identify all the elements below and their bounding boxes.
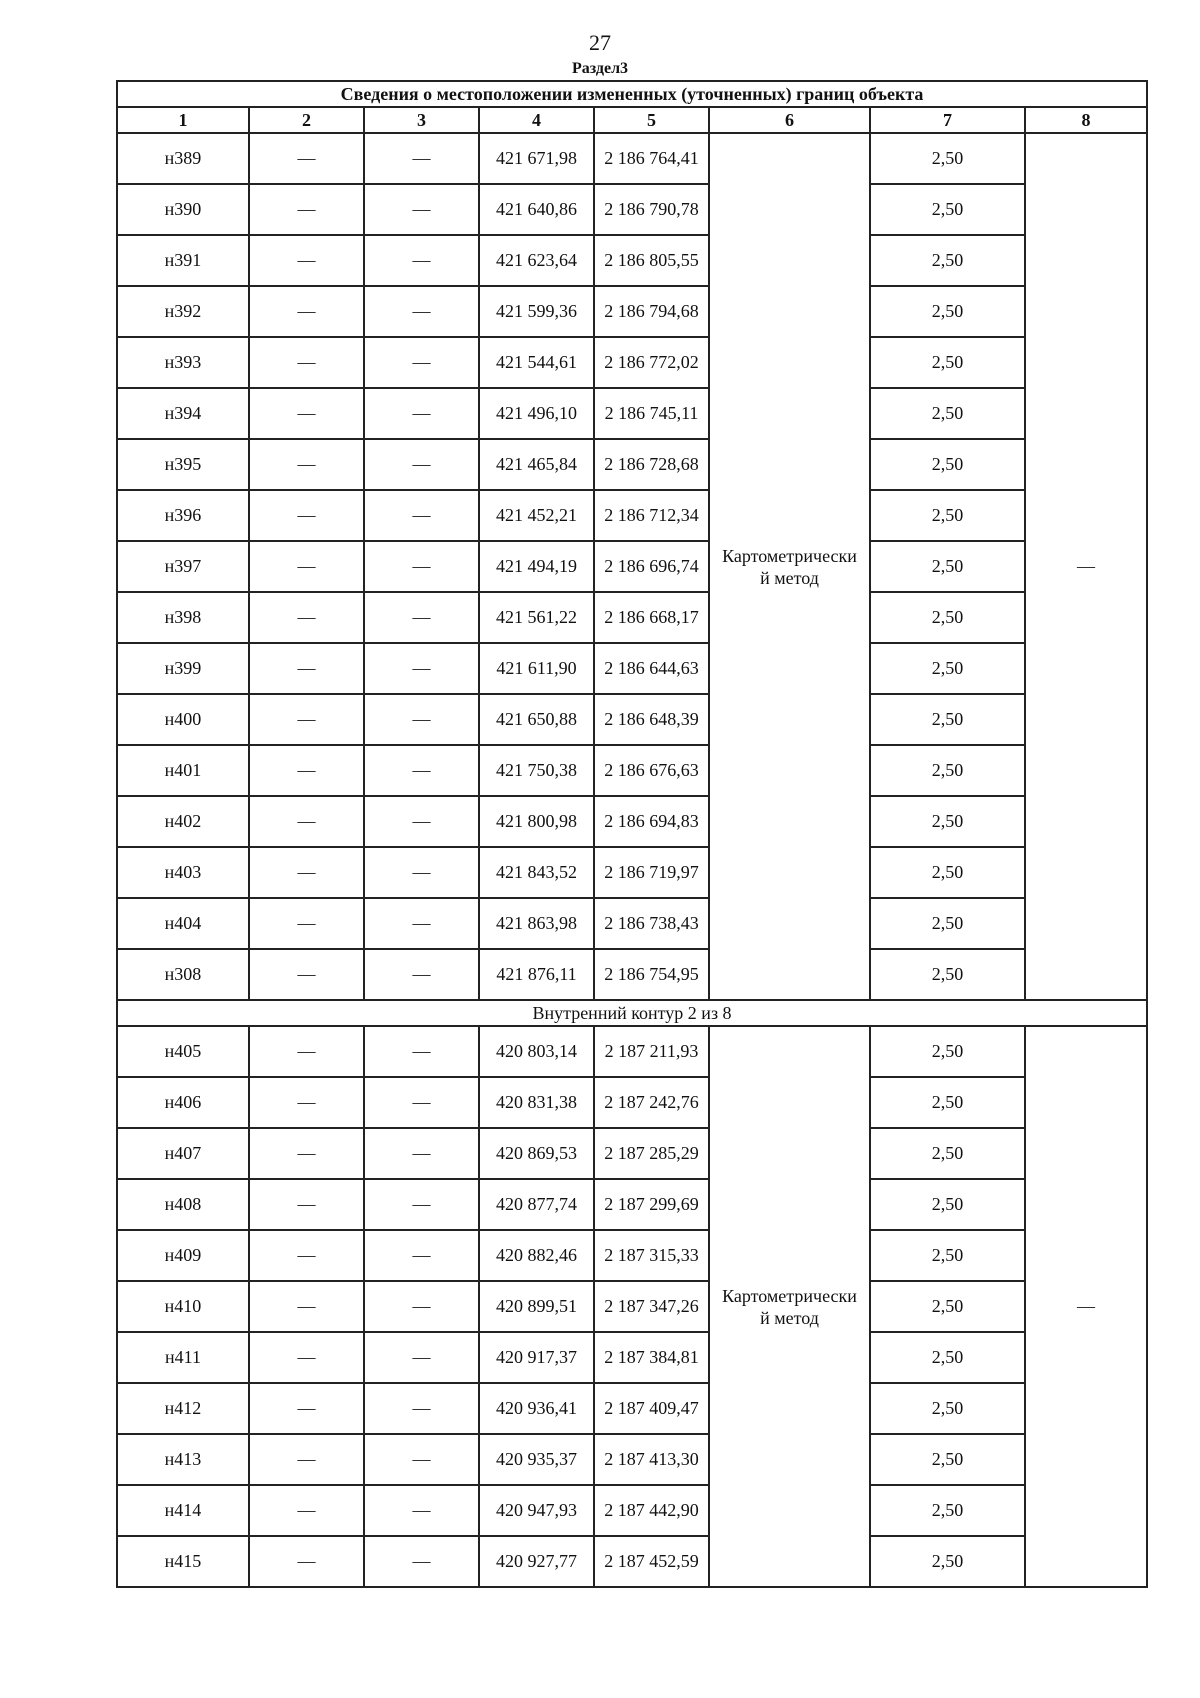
- point-name: н391: [117, 235, 249, 286]
- col2-dash: —: [249, 643, 364, 694]
- coordinate-y: 2 187 409,47: [594, 1383, 709, 1434]
- col3-dash: —: [364, 1383, 479, 1434]
- accuracy-value: 2,50: [870, 1434, 1025, 1485]
- table-row: [117, 898, 1147, 949]
- column-header: 5: [594, 107, 709, 133]
- col2-dash: —: [249, 1434, 364, 1485]
- coordinate-y: 2 187 299,69: [594, 1179, 709, 1230]
- col3-dash: —: [364, 1230, 479, 1281]
- col2-dash: —: [249, 1332, 364, 1383]
- col3-dash: —: [364, 1026, 479, 1077]
- table-row: [117, 643, 1147, 694]
- coordinate-x: 421 863,98: [479, 898, 594, 949]
- point-name: н412: [117, 1383, 249, 1434]
- table-row: [117, 796, 1147, 847]
- table-row: [117, 388, 1147, 439]
- col3-dash: —: [364, 898, 479, 949]
- accuracy-value: 2,50: [870, 1128, 1025, 1179]
- col2-dash: —: [249, 235, 364, 286]
- table-row: [117, 1281, 1147, 1332]
- point-name: н390: [117, 184, 249, 235]
- col2-dash: —: [249, 184, 364, 235]
- accuracy-value: 2,50: [870, 337, 1025, 388]
- accuracy-value: 2,50: [870, 1281, 1025, 1332]
- col3-dash: —: [364, 1179, 479, 1230]
- coordinate-x: 420 899,51: [479, 1281, 594, 1332]
- coordinate-x: 420 877,74: [479, 1179, 594, 1230]
- coordinate-y: 2 187 315,33: [594, 1230, 709, 1281]
- point-name: н415: [117, 1536, 249, 1587]
- coordinate-y: 2 187 442,90: [594, 1485, 709, 1536]
- point-name: н403: [117, 847, 249, 898]
- coordinate-y: 2 186 648,39: [594, 694, 709, 745]
- coordinate-y: 2 186 764,41: [594, 133, 709, 184]
- col3-dash: —: [364, 592, 479, 643]
- coordinate-x: 421 876,11: [479, 949, 594, 1000]
- col2-dash: —: [249, 1485, 364, 1536]
- coordinate-x: 421 465,84: [479, 439, 594, 490]
- col2-dash: —: [249, 1383, 364, 1434]
- coordinate-x: 421 671,98: [479, 133, 594, 184]
- method-line: й метод: [760, 567, 819, 588]
- table-row: [117, 1332, 1147, 1383]
- col2-dash: —: [249, 1026, 364, 1077]
- table-row: [117, 1077, 1147, 1128]
- column-header: 6: [709, 107, 870, 133]
- table-row: [117, 337, 1147, 388]
- method-cell: [709, 1026, 870, 1587]
- accuracy-value: 2,50: [870, 796, 1025, 847]
- accuracy-value: 2,50: [870, 541, 1025, 592]
- coordinate-y: 2 186 754,95: [594, 949, 709, 1000]
- coordinate-x: 421 494,19: [479, 541, 594, 592]
- coordinate-y: 2 186 728,68: [594, 439, 709, 490]
- coordinate-y: 2 187 347,26: [594, 1281, 709, 1332]
- coordinate-x: 421 800,98: [479, 796, 594, 847]
- coordinate-x: 421 599,36: [479, 286, 594, 337]
- coordinate-y: 2 186 676,63: [594, 745, 709, 796]
- accuracy-value: 2,50: [870, 898, 1025, 949]
- col3-dash: —: [364, 1281, 479, 1332]
- coordinate-y: 2 187 452,59: [594, 1536, 709, 1587]
- coordinate-y: 2 187 413,30: [594, 1434, 709, 1485]
- method-cell: [709, 133, 870, 1000]
- coordinate-x: 421 452,21: [479, 490, 594, 541]
- point-name: н409: [117, 1230, 249, 1281]
- table-row: [117, 439, 1147, 490]
- coordinate-x: 420 869,53: [479, 1128, 594, 1179]
- column-number-row: [117, 107, 1147, 133]
- point-name: н389: [117, 133, 249, 184]
- coordinate-x: 421 750,38: [479, 745, 594, 796]
- coordinate-y: 2 186 694,83: [594, 796, 709, 847]
- coordinate-y: 2 186 644,63: [594, 643, 709, 694]
- coordinate-y: 2 187 211,93: [594, 1026, 709, 1077]
- coordinate-x: 420 882,46: [479, 1230, 594, 1281]
- col2-dash: —: [249, 133, 364, 184]
- table-row: [117, 133, 1147, 184]
- point-name: н395: [117, 439, 249, 490]
- accuracy-value: 2,50: [870, 388, 1025, 439]
- section-title: Раздел3: [571, 60, 629, 77]
- column-header: 2: [249, 107, 364, 133]
- accuracy-value: 2,50: [870, 1026, 1025, 1077]
- col3-dash: —: [364, 133, 479, 184]
- coordinate-y: 2 186 805,55: [594, 235, 709, 286]
- col3-dash: —: [364, 439, 479, 490]
- point-name: н397: [117, 541, 249, 592]
- table-row: [117, 1536, 1147, 1587]
- point-name: н398: [117, 592, 249, 643]
- table-caption: Сведения о местоположении измененных (уточненных) границ объекта: [117, 81, 1147, 107]
- accuracy-value: 2,50: [870, 949, 1025, 1000]
- col2-dash: —: [249, 1077, 364, 1128]
- col2-dash: —: [249, 286, 364, 337]
- point-name: н399: [117, 643, 249, 694]
- coordinate-x: 420 927,77: [479, 1536, 594, 1587]
- accuracy-value: 2,50: [870, 1077, 1025, 1128]
- accuracy-value: 2,50: [870, 184, 1025, 235]
- col3-dash: —: [364, 388, 479, 439]
- col3-dash: —: [364, 1128, 479, 1179]
- col2-dash: —: [249, 1536, 364, 1587]
- col3-dash: —: [364, 1485, 479, 1536]
- col2-dash: —: [249, 1128, 364, 1179]
- col2-dash: —: [249, 388, 364, 439]
- coordinate-x: 421 640,86: [479, 184, 594, 235]
- col2-dash: —: [249, 745, 364, 796]
- col3-dash: —: [364, 337, 479, 388]
- point-name: н402: [117, 796, 249, 847]
- point-name: н406: [117, 1077, 249, 1128]
- point-name: н410: [117, 1281, 249, 1332]
- coordinate-x: 420 917,37: [479, 1332, 594, 1383]
- column-header: 8: [1025, 107, 1147, 133]
- coordinate-x: 421 650,88: [479, 694, 594, 745]
- accuracy-value: 2,50: [870, 1536, 1025, 1587]
- coordinate-x: 421 561,22: [479, 592, 594, 643]
- coordinate-y: 2 186 790,78: [594, 184, 709, 235]
- coordinate-y: 2 186 712,34: [594, 490, 709, 541]
- table-row: [117, 1383, 1147, 1434]
- coordinate-x: 421 843,52: [479, 847, 594, 898]
- col8-dash: —: [1025, 1026, 1147, 1587]
- col2-dash: —: [249, 439, 364, 490]
- coordinate-y: 2 186 738,43: [594, 898, 709, 949]
- col2-dash: —: [249, 898, 364, 949]
- coordinate-x: 421 623,64: [479, 235, 594, 286]
- coordinate-y: 2 187 285,29: [594, 1128, 709, 1179]
- coordinate-x: 420 803,14: [479, 1026, 594, 1077]
- point-name: н413: [117, 1434, 249, 1485]
- method-line: Картометрически: [722, 1285, 857, 1306]
- table-row: [117, 1026, 1147, 1077]
- point-name: н394: [117, 388, 249, 439]
- table-row: [117, 592, 1147, 643]
- coordinate-x: 420 947,93: [479, 1485, 594, 1536]
- col2-dash: —: [249, 796, 364, 847]
- col3-dash: —: [364, 235, 479, 286]
- accuracy-value: 2,50: [870, 847, 1025, 898]
- accuracy-value: 2,50: [870, 1332, 1025, 1383]
- point-name: н405: [117, 1026, 249, 1077]
- accuracy-value: 2,50: [870, 1485, 1025, 1536]
- col2-dash: —: [249, 1281, 364, 1332]
- coordinate-x: 420 936,41: [479, 1383, 594, 1434]
- coordinate-y: 2 186 745,11: [594, 388, 709, 439]
- col3-dash: —: [364, 1434, 479, 1485]
- point-name: н393: [117, 337, 249, 388]
- accuracy-value: 2,50: [870, 745, 1025, 796]
- col2-dash: —: [249, 694, 364, 745]
- coordinate-y: 2 186 696,74: [594, 541, 709, 592]
- accuracy-value: 2,50: [870, 1230, 1025, 1281]
- method-line: Картометрически: [722, 545, 857, 566]
- col3-dash: —: [364, 847, 479, 898]
- point-name: н308: [117, 949, 249, 1000]
- point-name: н392: [117, 286, 249, 337]
- point-name: н400: [117, 694, 249, 745]
- coordinate-x: 420 831,38: [479, 1077, 594, 1128]
- contour-label: Внутренний контур 2 из 8: [117, 1000, 1147, 1026]
- col3-dash: —: [364, 949, 479, 1000]
- table-row: [117, 1485, 1147, 1536]
- coordinate-x: 420 935,37: [479, 1434, 594, 1485]
- coordinate-x: 421 544,61: [479, 337, 594, 388]
- table-row: [117, 1179, 1147, 1230]
- coordinate-y: 2 186 772,02: [594, 337, 709, 388]
- col3-dash: —: [364, 1332, 479, 1383]
- col3-dash: —: [364, 286, 479, 337]
- coordinate-x: 421 611,90: [479, 643, 594, 694]
- accuracy-value: 2,50: [870, 490, 1025, 541]
- method-line: й метод: [760, 1307, 819, 1328]
- coordinate-y: 2 187 242,76: [594, 1077, 709, 1128]
- table-row: [117, 1128, 1147, 1179]
- table-body: [117, 81, 1147, 1587]
- table-row: [117, 847, 1147, 898]
- column-header: 4: [479, 107, 594, 133]
- col2-dash: —: [249, 337, 364, 388]
- col2-dash: —: [249, 490, 364, 541]
- col3-dash: —: [364, 694, 479, 745]
- column-header: 3: [364, 107, 479, 133]
- col3-dash: —: [364, 490, 479, 541]
- point-name: н407: [117, 1128, 249, 1179]
- page-number: 27: [589, 30, 611, 55]
- accuracy-value: 2,50: [870, 235, 1025, 286]
- column-header: 1: [117, 107, 249, 133]
- table-row: [117, 184, 1147, 235]
- table-row: [117, 1434, 1147, 1485]
- col3-dash: —: [364, 184, 479, 235]
- accuracy-value: 2,50: [870, 694, 1025, 745]
- col3-dash: —: [364, 745, 479, 796]
- table-row: [117, 949, 1147, 1000]
- col2-dash: —: [249, 949, 364, 1000]
- point-name: н401: [117, 745, 249, 796]
- table-row: [117, 745, 1147, 796]
- accuracy-value: 2,50: [870, 643, 1025, 694]
- table-row: [117, 1230, 1147, 1281]
- column-header: 7: [870, 107, 1025, 133]
- table-row: [117, 541, 1147, 592]
- coordinate-y: 2 186 719,97: [594, 847, 709, 898]
- contour-row: [117, 1000, 1147, 1026]
- table-row: [117, 235, 1147, 286]
- col3-dash: —: [364, 796, 479, 847]
- coordinate-y: 2 187 384,81: [594, 1332, 709, 1383]
- accuracy-value: 2,50: [870, 1383, 1025, 1434]
- col8-dash: —: [1025, 133, 1147, 1000]
- accuracy-value: 2,50: [870, 133, 1025, 184]
- col3-dash: —: [364, 1077, 479, 1128]
- coordinate-x: 421 496,10: [479, 388, 594, 439]
- coordinate-y: 2 186 794,68: [594, 286, 709, 337]
- col3-dash: —: [364, 1536, 479, 1587]
- col2-dash: —: [249, 592, 364, 643]
- col3-dash: —: [364, 541, 479, 592]
- coordinate-y: 2 186 668,17: [594, 592, 709, 643]
- table-row: [117, 694, 1147, 745]
- accuracy-value: 2,50: [870, 439, 1025, 490]
- point-name: н404: [117, 898, 249, 949]
- accuracy-value: 2,50: [870, 592, 1025, 643]
- accuracy-value: 2,50: [870, 1179, 1025, 1230]
- table-row: [117, 490, 1147, 541]
- point-name: н411: [117, 1332, 249, 1383]
- point-name: н396: [117, 490, 249, 541]
- col2-dash: —: [249, 1179, 364, 1230]
- point-name: н408: [117, 1179, 249, 1230]
- point-name: н414: [117, 1485, 249, 1536]
- table-caption-row: [117, 81, 1147, 107]
- col2-dash: —: [249, 541, 364, 592]
- boundary-table: [116, 80, 1148, 1588]
- col2-dash: —: [249, 1230, 364, 1281]
- accuracy-value: 2,50: [870, 286, 1025, 337]
- col3-dash: —: [364, 643, 479, 694]
- col2-dash: —: [249, 847, 364, 898]
- table-row: [117, 286, 1147, 337]
